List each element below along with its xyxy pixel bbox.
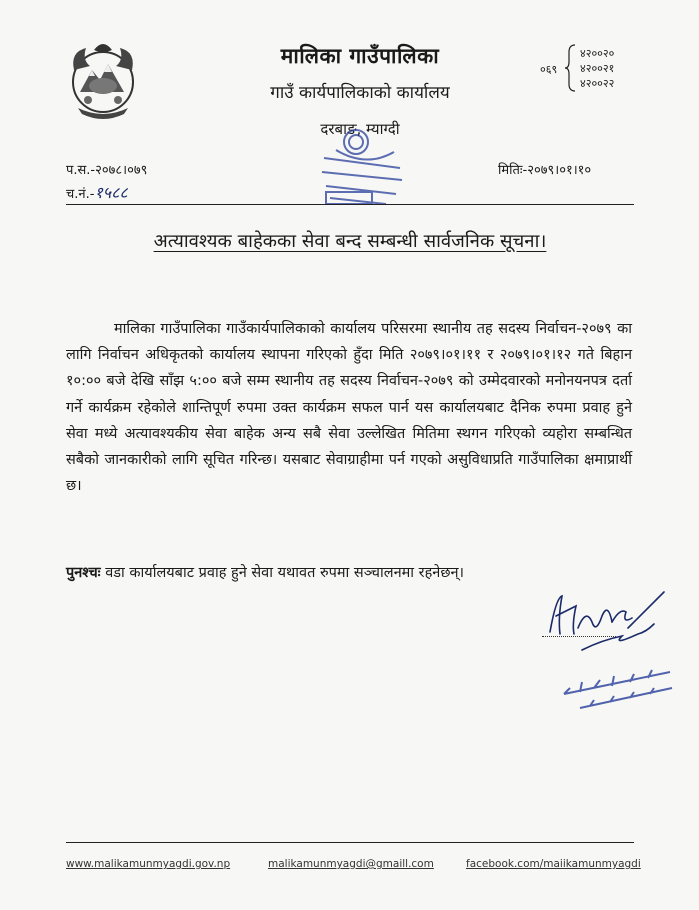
dispatch-number: १५८८ [94, 183, 128, 202]
letter-date: मितिः-२०७९।०१।१० [498, 163, 592, 178]
phone-list [580, 46, 614, 91]
phone-prefix: ०६९ [540, 63, 558, 76]
footer-website-link[interactable]: www.malikamunmyagdi.gov.np [66, 858, 231, 870]
office-address: दरबाङ, म्याग्दी [320, 120, 400, 138]
office-stamp [316, 128, 408, 210]
footer-divider [66, 842, 634, 843]
footer-facebook-link[interactable]: facebook.com/maiikamunmyagdi [466, 858, 641, 870]
dispatch-number-row [66, 182, 147, 206]
notice-title: अत्यावश्यक बाहेकका सेवा बन्द सम्बन्धी सार्वजनिक सूचना। [153, 231, 547, 252]
letter-reference-number: प.स.-२०७८।०७९ [66, 163, 148, 178]
office-name: गाउँ कार्यपालिकाको कार्यालय [270, 83, 450, 103]
phone-number: ४२००२० [580, 47, 615, 60]
header-divider [66, 204, 634, 205]
signer-name-stamp [560, 668, 680, 712]
phone-numbers [540, 44, 670, 94]
handwritten-signature [542, 588, 672, 678]
notice-body: मालिका गाउँपालिका गाउँकार्यपालिकाको कार्यालय परिसरमा स्थानीय तह सदस्य निर्वाचन-२०७९ का लागि निर्वाचन अधिकृतको कार्यालय स्थापना गरिएको हुँदा मिति २०७९।०१।११ र २०७९।०१।१२ गते बिहान १०:०० बजे देखि साँझ ५:०० बजे सम्म स्थानीय तह सदस्य निर्वाचन-२०७९ को उम्मेदवारको मनोनयनपत्र दर्ता गर्ने कार्यक्रम रहेकोले शान्तिपूर्ण रुपमा उक्त कार्यक्रम सफल पार्न यस कार्यालयबाट दैनिक रुपमा प्रवाह हुने सेवा मध्ये अत्यावश्यकीय सेवा बाहेक अन्य सबै सेवा उल्लेखित मितिमा स्थगन गरिएको व्यहोरा सम्बन्धित सबैको जानकारीको लागि सूचित गरिन्छ। यसबाट सेवाग्राहीमा पर्न गएको असुविधाप्रति गाउँपालिका क्षमाप्रार्थी छ। [66, 321, 632, 495]
postscript-label: पुनश्चः [66, 565, 101, 581]
dispatch-label: च.नं.- [66, 187, 95, 202]
reference-block [66, 160, 147, 206]
org-name: मालिका गाउँपालिका [280, 44, 440, 68]
brace-icon [564, 44, 576, 92]
letterhead [200, 42, 520, 139]
nepal-emblem-logo [64, 40, 142, 120]
postscript-text: वडा कार्यालयबाट प्रवाह हुने सेवा यथावत रुपमा सञ्चालनमा रहनेछन्। [100, 565, 465, 581]
phone-number: ४२००२२ [580, 77, 615, 90]
signature-line [542, 636, 616, 637]
phone-number: ४२००२१ [580, 62, 615, 75]
postscript [66, 562, 632, 582]
footer-email-link[interactable]: malikamunmyagdi@gmaill.com [268, 858, 434, 870]
